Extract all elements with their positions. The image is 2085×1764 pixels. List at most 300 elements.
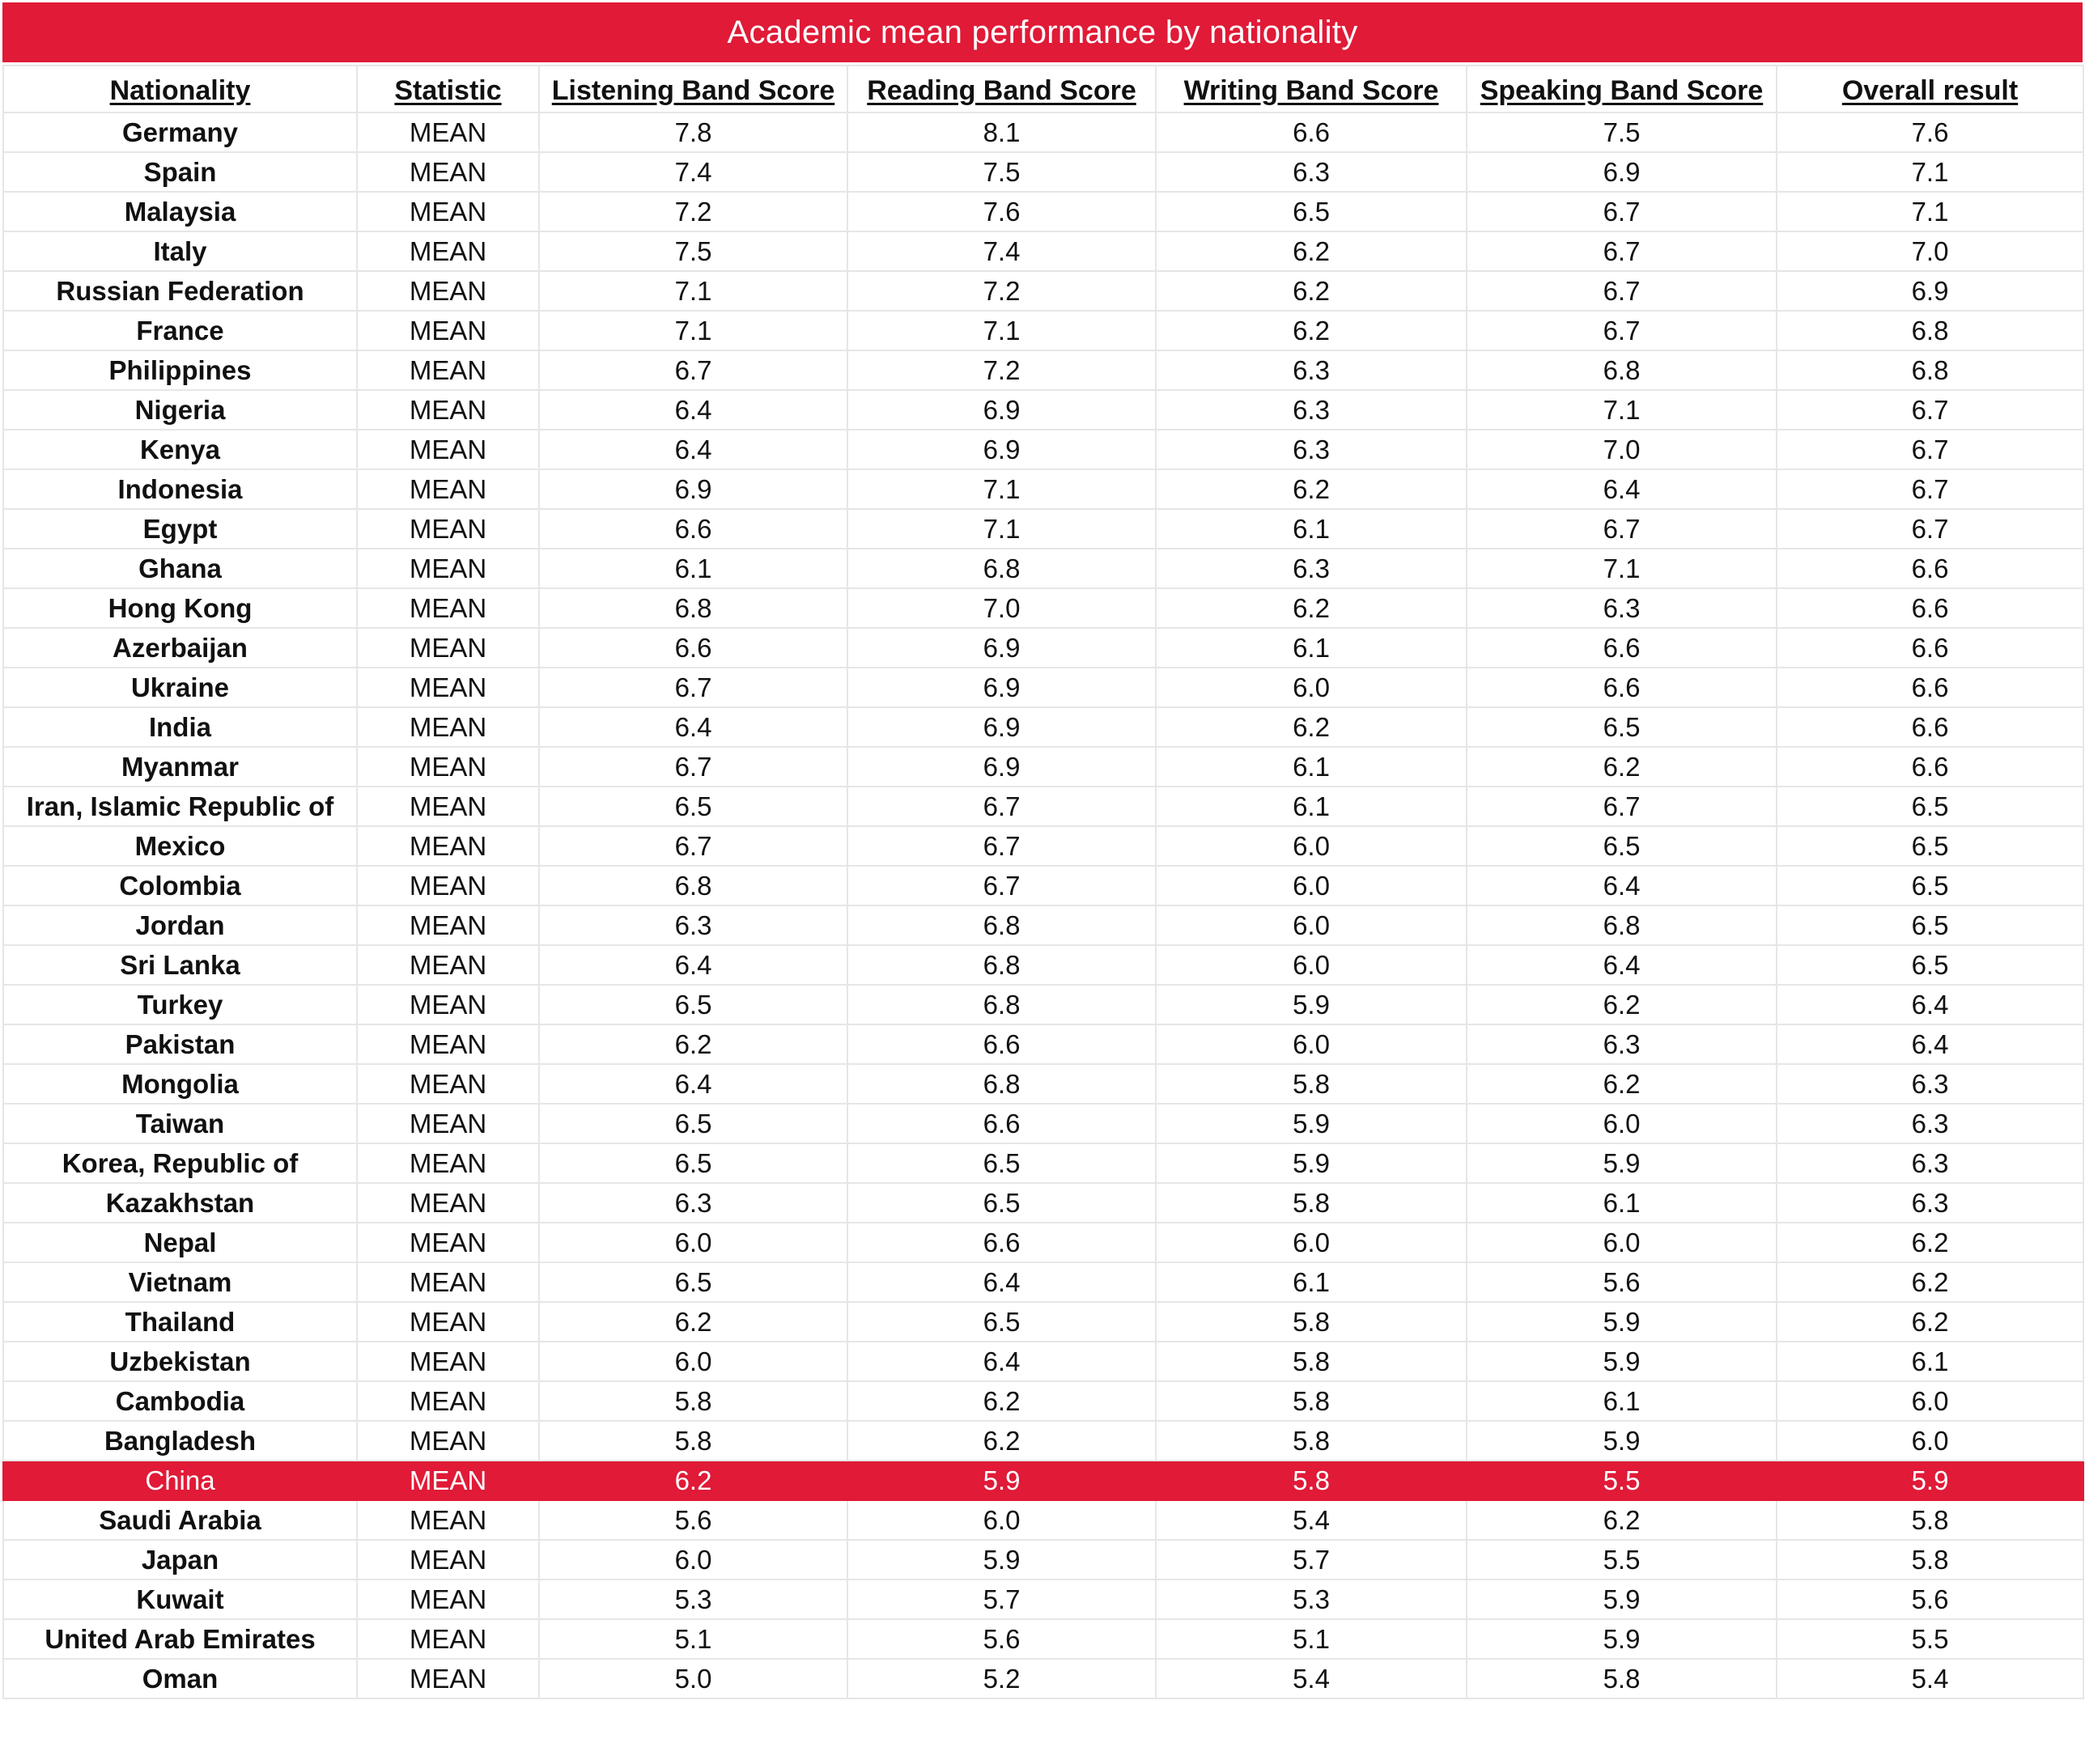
table-row[interactable] [3,905,2083,945]
column-header-reading[interactable]: Reading Band Score [847,66,1156,112]
cell-speaking: 6.0 [1467,1104,1777,1143]
cell-writing: 6.5 [1156,192,1467,231]
cell-speaking: 6.7 [1467,192,1777,231]
cell-statistic: MEAN [357,866,539,905]
cell-statistic: MEAN [357,430,539,469]
table-row[interactable] [3,1302,2083,1342]
cell-overall: 6.6 [1777,747,2083,787]
cell-reading: 5.7 [847,1580,1156,1619]
cell-statistic: MEAN [357,1262,539,1302]
cell-speaking: 6.8 [1467,350,1777,390]
table-row[interactable] [3,1143,2083,1183]
cell-overall: 6.7 [1777,509,2083,549]
cell-reading: 6.4 [847,1262,1156,1302]
table-row[interactable] [3,1183,2083,1223]
cell-speaking: 5.9 [1467,1302,1777,1342]
cell-speaking: 5.5 [1467,1540,1777,1580]
cell-overall: 5.8 [1777,1540,2083,1580]
table-row[interactable] [3,787,2083,826]
table-row[interactable] [3,1540,2083,1580]
cell-speaking: 6.7 [1467,787,1777,826]
cell-writing: 6.1 [1156,1262,1467,1302]
cell-nationality: Hong Kong [3,588,357,628]
cell-statistic: MEAN [357,350,539,390]
cell-nationality: Kenya [3,430,357,469]
cell-speaking: 5.9 [1467,1421,1777,1461]
cell-statistic: MEAN [357,588,539,628]
cell-nationality: France [3,311,357,350]
table-row[interactable] [3,668,2083,707]
cell-reading: 6.6 [847,1104,1156,1143]
cell-reading: 7.1 [847,469,1156,509]
cell-nationality: Thailand [3,1302,357,1342]
cell-speaking: 6.5 [1467,826,1777,866]
cell-writing: 6.0 [1156,1223,1467,1262]
cell-writing: 6.1 [1156,747,1467,787]
cell-reading: 6.2 [847,1381,1156,1421]
cell-speaking: 6.7 [1467,231,1777,271]
cell-reading: 6.9 [847,628,1156,668]
cell-overall: 6.3 [1777,1143,2083,1183]
cell-overall: 6.0 [1777,1421,2083,1461]
cell-statistic: MEAN [357,271,539,311]
cell-overall: 6.7 [1777,390,2083,430]
cell-speaking: 5.5 [1467,1461,1777,1500]
cell-nationality: Cambodia [3,1381,357,1421]
cell-nationality: Indonesia [3,469,357,509]
cell-reading: 6.9 [847,390,1156,430]
cell-listening: 6.5 [539,985,847,1024]
table-row[interactable] [3,311,2083,350]
cell-listening: 6.4 [539,430,847,469]
cell-statistic: MEAN [357,1183,539,1223]
table-row[interactable] [3,1580,2083,1619]
cell-listening: 6.4 [539,390,847,430]
cell-writing: 6.6 [1156,112,1467,152]
column-header-statistic[interactable]: Statistic [357,66,539,112]
cell-listening: 6.0 [539,1223,847,1262]
cell-writing: 5.9 [1156,1143,1467,1183]
cell-statistic: MEAN [357,747,539,787]
table-row[interactable] [3,1262,2083,1302]
cell-writing: 6.0 [1156,945,1467,985]
cell-overall: 7.1 [1777,192,2083,231]
cell-listening: 6.0 [539,1540,847,1580]
cell-statistic: MEAN [357,826,539,866]
cell-reading: 6.6 [847,1223,1156,1262]
cell-reading: 6.8 [847,549,1156,588]
table-row[interactable] [3,192,2083,231]
cell-writing: 5.8 [1156,1064,1467,1104]
cell-listening: 6.1 [539,549,847,588]
cell-overall: 6.2 [1777,1223,2083,1262]
cell-statistic: MEAN [357,549,539,588]
table-row[interactable] [3,945,2083,985]
cell-reading: 6.8 [847,945,1156,985]
table-row[interactable] [3,469,2083,509]
cell-listening: 6.7 [539,747,847,787]
cell-writing: 5.8 [1156,1461,1467,1500]
cell-writing: 5.3 [1156,1580,1467,1619]
cell-listening: 5.3 [539,1580,847,1619]
cell-nationality: Spain [3,152,357,192]
cell-writing: 6.1 [1156,509,1467,549]
cell-statistic: MEAN [357,1223,539,1262]
cell-nationality: Mongolia [3,1064,357,1104]
cell-speaking: 7.1 [1467,390,1777,430]
cell-speaking: 6.9 [1467,152,1777,192]
table-row[interactable] [3,549,2083,588]
cell-statistic: MEAN [357,152,539,192]
cell-listening: 6.7 [539,350,847,390]
table-body [3,112,2083,1698]
table-row[interactable] [3,1659,2083,1698]
cell-nationality: United Arab Emirates [3,1619,357,1659]
cell-overall: 6.9 [1777,271,2083,311]
cell-listening: 5.1 [539,1619,847,1659]
cell-overall: 6.5 [1777,787,2083,826]
cell-statistic: MEAN [357,1104,539,1143]
cell-nationality: Myanmar [3,747,357,787]
cell-reading: 7.1 [847,509,1156,549]
cell-reading: 6.8 [847,985,1156,1024]
cell-overall: 6.1 [1777,1342,2083,1381]
cell-nationality: Japan [3,1540,357,1580]
header-row [3,66,2083,112]
cell-overall: 7.1 [1777,152,2083,192]
cell-writing: 5.8 [1156,1381,1467,1421]
cell-listening: 6.6 [539,628,847,668]
cell-listening: 7.5 [539,231,847,271]
cell-nationality: Malaysia [3,192,357,231]
cell-writing: 6.0 [1156,905,1467,945]
cell-reading: 6.0 [847,1500,1156,1540]
column-header-nationality[interactable]: Nationality [3,66,357,112]
cell-reading: 6.7 [847,826,1156,866]
cell-nationality: Iran, Islamic Republic of [3,787,357,826]
cell-nationality: Bangladesh [3,1421,357,1461]
table-row[interactable] [3,1223,2083,1262]
cell-writing: 6.3 [1156,549,1467,588]
cell-reading: 5.9 [847,1540,1156,1580]
cell-nationality: Saudi Arabia [3,1500,357,1540]
cell-listening: 6.5 [539,1143,847,1183]
table-row[interactable] [3,866,2083,905]
cell-nationality: Colombia [3,866,357,905]
cell-listening: 6.2 [539,1461,847,1500]
cell-statistic: MEAN [357,311,539,350]
table-row[interactable] [3,1064,2083,1104]
cell-speaking: 6.1 [1467,1183,1777,1223]
cell-overall: 6.4 [1777,1024,2083,1064]
cell-nationality: Ukraine [3,668,357,707]
cell-reading: 6.5 [847,1143,1156,1183]
cell-speaking: 6.0 [1467,1223,1777,1262]
cell-writing: 6.0 [1156,826,1467,866]
cell-speaking: 6.1 [1467,1381,1777,1421]
table-row[interactable] [3,152,2083,192]
cell-writing: 5.4 [1156,1500,1467,1540]
cell-overall: 6.2 [1777,1302,2083,1342]
cell-speaking: 7.1 [1467,549,1777,588]
cell-writing: 6.3 [1156,390,1467,430]
cell-listening: 6.2 [539,1302,847,1342]
cell-speaking: 6.2 [1467,747,1777,787]
cell-overall: 6.0 [1777,1381,2083,1421]
cell-writing: 6.0 [1156,668,1467,707]
table-row[interactable] [3,747,2083,787]
table-row[interactable] [3,509,2083,549]
cell-statistic: MEAN [357,985,539,1024]
table-row[interactable] [3,1104,2083,1143]
cell-nationality: Azerbaijan [3,628,357,668]
table-row[interactable] [3,1342,2083,1381]
cell-reading: 5.6 [847,1619,1156,1659]
cell-writing: 5.8 [1156,1183,1467,1223]
cell-listening: 5.0 [539,1659,847,1698]
cell-speaking: 5.9 [1467,1143,1777,1183]
cell-speaking: 6.6 [1467,628,1777,668]
cell-overall: 6.3 [1777,1064,2083,1104]
cell-writing: 5.9 [1156,1104,1467,1143]
cell-reading: 7.4 [847,231,1156,271]
cell-writing: 6.2 [1156,469,1467,509]
cell-writing: 6.2 [1156,271,1467,311]
cell-statistic: MEAN [357,668,539,707]
cell-speaking: 7.5 [1467,112,1777,152]
table-row[interactable] [3,1421,2083,1461]
cell-listening: 6.5 [539,1104,847,1143]
cell-overall: 6.6 [1777,668,2083,707]
cell-listening: 7.1 [539,311,847,350]
cell-listening: 6.4 [539,707,847,747]
table-row[interactable] [3,350,2083,390]
cell-writing: 6.3 [1156,430,1467,469]
cell-listening: 6.4 [539,945,847,985]
cell-overall: 6.5 [1777,945,2083,985]
cell-nationality: Kazakhstan [3,1183,357,1223]
cell-statistic: MEAN [357,1381,539,1421]
column-header-overall[interactable]: Overall result [1777,66,2083,112]
cell-speaking: 5.9 [1467,1580,1777,1619]
cell-reading: 7.1 [847,311,1156,350]
cell-speaking: 5.6 [1467,1262,1777,1302]
cell-reading: 6.2 [847,1421,1156,1461]
cell-statistic: MEAN [357,1500,539,1540]
cell-nationality: Philippines [3,350,357,390]
cell-listening: 7.1 [539,271,847,311]
cell-nationality: Nepal [3,1223,357,1262]
cell-reading: 7.5 [847,152,1156,192]
table-row[interactable] [3,430,2083,469]
table-row[interactable] [3,1381,2083,1421]
cell-listening: 7.4 [539,152,847,192]
cell-overall: 7.6 [1777,112,2083,152]
cell-statistic: MEAN [357,787,539,826]
cell-nationality: Vietnam [3,1262,357,1302]
cell-listening: 6.3 [539,1183,847,1223]
cell-overall: 6.8 [1777,311,2083,350]
cell-writing: 6.0 [1156,866,1467,905]
cell-nationality: Nigeria [3,390,357,430]
cell-speaking: 6.2 [1467,985,1777,1024]
cell-listening: 6.8 [539,588,847,628]
performance-table [2,65,2084,1699]
cell-speaking: 6.7 [1467,271,1777,311]
cell-statistic: MEAN [357,192,539,231]
cell-nationality: Ghana [3,549,357,588]
cell-speaking: 6.3 [1467,1024,1777,1064]
cell-reading: 6.9 [847,668,1156,707]
cell-overall: 6.3 [1777,1183,2083,1223]
cell-speaking: 6.7 [1467,311,1777,350]
cell-writing: 5.8 [1156,1421,1467,1461]
cell-reading: 8.1 [847,112,1156,152]
cell-speaking: 6.3 [1467,588,1777,628]
cell-statistic: MEAN [357,1461,539,1500]
cell-speaking: 5.9 [1467,1619,1777,1659]
cell-statistic: MEAN [357,628,539,668]
cell-listening: 5.8 [539,1381,847,1421]
cell-speaking: 6.2 [1467,1064,1777,1104]
cell-speaking: 5.9 [1467,1342,1777,1381]
cell-listening: 6.2 [539,1024,847,1064]
cell-reading: 7.0 [847,588,1156,628]
cell-speaking: 6.4 [1467,469,1777,509]
cell-speaking: 6.4 [1467,945,1777,985]
cell-overall: 6.6 [1777,707,2083,747]
cell-listening: 6.3 [539,905,847,945]
cell-writing: 6.1 [1156,787,1467,826]
cell-nationality: China [3,1461,357,1500]
table-row[interactable] [3,707,2083,747]
table-row[interactable] [3,390,2083,430]
table-row[interactable] [3,231,2083,271]
cell-nationality: Uzbekistan [3,1342,357,1381]
cell-overall: 5.8 [1777,1500,2083,1540]
cell-reading: 6.7 [847,787,1156,826]
cell-statistic: MEAN [357,1659,539,1698]
table-title: Academic mean performance by nationality [2,2,2083,62]
cell-nationality: Mexico [3,826,357,866]
cell-overall: 6.6 [1777,588,2083,628]
cell-overall: 5.6 [1777,1580,2083,1619]
cell-nationality: Korea, Republic of [3,1143,357,1183]
cell-overall: 6.6 [1777,549,2083,588]
cell-speaking: 6.7 [1467,509,1777,549]
cell-overall: 5.9 [1777,1461,2083,1500]
cell-statistic: MEAN [357,1064,539,1104]
cell-statistic: MEAN [357,1619,539,1659]
cell-listening: 6.5 [539,1262,847,1302]
cell-writing: 5.4 [1156,1659,1467,1698]
cell-speaking: 6.5 [1467,707,1777,747]
cell-writing: 5.9 [1156,985,1467,1024]
cell-reading: 6.5 [847,1183,1156,1223]
table-row-highlighted[interactable] [3,1461,2083,1500]
cell-speaking: 7.0 [1467,430,1777,469]
cell-nationality: Turkey [3,985,357,1024]
cell-listening: 5.6 [539,1500,847,1540]
table-row[interactable] [3,826,2083,866]
table-row[interactable] [3,985,2083,1024]
cell-statistic: MEAN [357,1342,539,1381]
cell-reading: 6.4 [847,1342,1156,1381]
cell-nationality: Russian Federation [3,271,357,311]
cell-writing: 6.2 [1156,588,1467,628]
cell-writing: 5.7 [1156,1540,1467,1580]
cell-overall: 6.4 [1777,985,2083,1024]
cell-listening: 6.0 [539,1342,847,1381]
cell-overall: 6.2 [1777,1262,2083,1302]
cell-reading: 5.2 [847,1659,1156,1698]
table-row[interactable] [3,112,2083,152]
cell-speaking: 6.6 [1467,668,1777,707]
cell-nationality: Oman [3,1659,357,1698]
column-header-listening[interactable]: Listening Band Score [539,66,847,112]
cell-listening: 7.8 [539,112,847,152]
cell-reading: 5.9 [847,1461,1156,1500]
cell-nationality: Egypt [3,509,357,549]
cell-statistic: MEAN [357,1024,539,1064]
cell-writing: 6.1 [1156,628,1467,668]
cell-overall: 6.5 [1777,826,2083,866]
cell-speaking: 5.8 [1467,1659,1777,1698]
cell-statistic: MEAN [357,1302,539,1342]
cell-statistic: MEAN [357,390,539,430]
cell-listening: 6.7 [539,668,847,707]
cell-reading: 6.6 [847,1024,1156,1064]
cell-reading: 6.9 [847,430,1156,469]
cell-reading: 7.6 [847,192,1156,231]
cell-nationality: Italy [3,231,357,271]
cell-overall: 5.5 [1777,1619,2083,1659]
cell-listening: 6.4 [539,1064,847,1104]
table-row[interactable] [3,1500,2083,1540]
table-row[interactable] [3,1619,2083,1659]
cell-nationality: Pakistan [3,1024,357,1064]
cell-reading: 6.9 [847,707,1156,747]
table-row[interactable] [3,1024,2083,1064]
cell-writing: 6.3 [1156,350,1467,390]
column-header-speaking[interactable]: Speaking Band Score [1467,66,1777,112]
cell-speaking: 6.8 [1467,905,1777,945]
cell-statistic: MEAN [357,1421,539,1461]
cell-overall: 6.3 [1777,1104,2083,1143]
cell-nationality: Germany [3,112,357,152]
cell-statistic: MEAN [357,469,539,509]
cell-statistic: MEAN [357,1580,539,1619]
cell-statistic: MEAN [357,905,539,945]
cell-listening: 7.2 [539,192,847,231]
cell-writing: 6.2 [1156,311,1467,350]
table-row[interactable] [3,628,2083,668]
cell-statistic: MEAN [357,509,539,549]
cell-overall: 6.5 [1777,866,2083,905]
table-row[interactable] [3,271,2083,311]
column-header-writing[interactable]: Writing Band Score [1156,66,1467,112]
cell-reading: 6.5 [847,1302,1156,1342]
cell-writing: 5.8 [1156,1342,1467,1381]
cell-writing: 6.0 [1156,1024,1467,1064]
cell-overall: 6.5 [1777,905,2083,945]
cell-statistic: MEAN [357,945,539,985]
cell-overall: 6.7 [1777,430,2083,469]
cell-speaking: 6.2 [1467,1500,1777,1540]
cell-statistic: MEAN [357,231,539,271]
table-row[interactable] [3,588,2083,628]
cell-nationality: India [3,707,357,747]
